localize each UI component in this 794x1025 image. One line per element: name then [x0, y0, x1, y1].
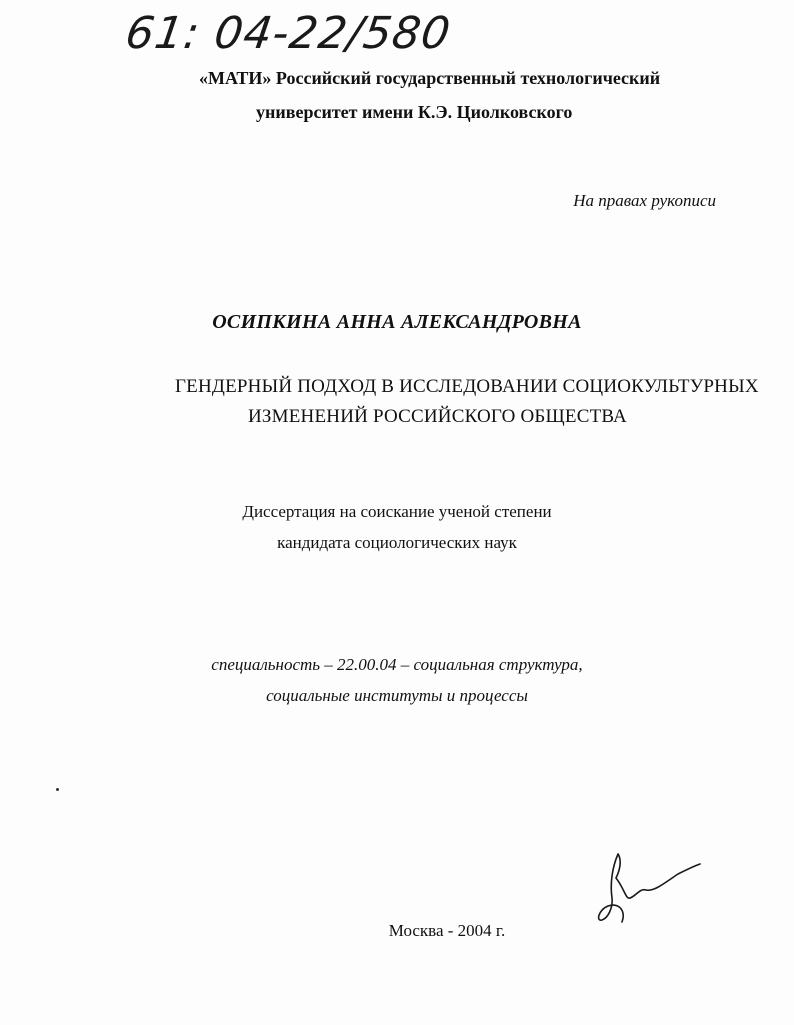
- author-name: ОСИПКИНА АННА АЛЕКСАНДРОВНА: [212, 311, 582, 333]
- thesis-title-line-2: ИЗМЕНЕНИЙ РОССИЙСКОГО ОБЩЕСТВА: [248, 406, 627, 427]
- specialty-line-2: социальные институты и процессы: [266, 686, 528, 705]
- thesis-title-line-1: ГЕНДЕРНЫЙ ПОДХОД В ИССЛЕДОВАНИИ СОЦИОКУЛЬТУРНЫХ: [175, 376, 759, 397]
- university-name-line-2: университет имени К.Э. Циолковского: [256, 102, 573, 122]
- specialty-line-1: специальность – 22.00.04 – социальная структура,: [211, 655, 583, 674]
- manuscript-rights-note: На правах рукописи: [573, 191, 716, 210]
- university-name-line-1: «МАТИ» Российский государственный технологический: [199, 68, 661, 88]
- archive-code-handwritten: 61: 04-22/580: [122, 8, 455, 59]
- scan-speck: [56, 788, 59, 791]
- place-and-year: Москва - 2004 г.: [388, 921, 506, 940]
- degree-line-1: Диссертация на соискание ученой степени: [242, 502, 552, 521]
- degree-line-2: кандидата социологических наук: [277, 533, 517, 552]
- handwritten-signature-icon: [596, 848, 706, 928]
